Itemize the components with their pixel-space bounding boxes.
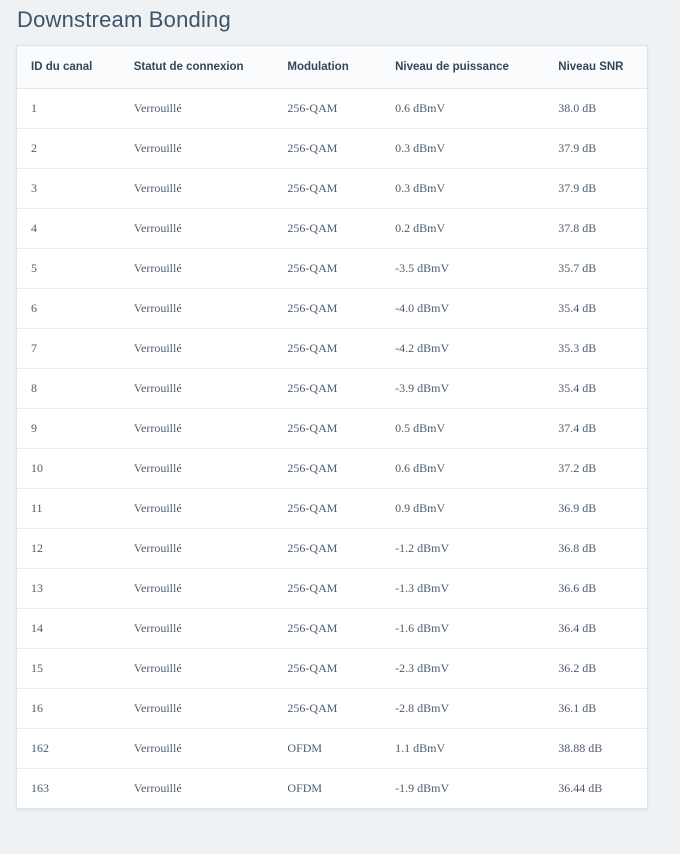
power-cell: -1.3 dBmV [381,568,544,608]
status-cell: Verrouillé [120,328,274,368]
channel-id-cell: 15 [17,648,120,688]
status-cell: Verrouillé [120,248,274,288]
status-cell: Verrouillé [120,88,274,128]
table-row [17,88,647,128]
channel-id-cell: 14 [17,608,120,648]
status-cell: Verrouillé [120,368,274,408]
channel-id-cell: 3 [17,168,120,208]
modulation-cell: 256-QAM [273,488,381,528]
status-cell: Verrouillé [120,568,274,608]
downstream-bonding-card [16,45,648,809]
modulation-cell: 256-QAM [273,408,381,448]
modulation-cell: OFDM [273,728,381,768]
status-cell: Verrouillé [120,528,274,568]
power-cell: 0.6 dBmV [381,448,544,488]
snr-cell: 37.9 dB [544,168,647,208]
power-cell: 0.6 dBmV [381,88,544,128]
status-cell: Verrouillé [120,488,274,528]
table-body [17,88,647,808]
modulation-cell: 256-QAM [273,688,381,728]
power-cell: -2.8 dBmV [381,688,544,728]
channel-id-cell: 7 [17,328,120,368]
power-cell: -4.2 dBmV [381,328,544,368]
channel-id-cell: 10 [17,448,120,488]
power-cell: -2.3 dBmV [381,648,544,688]
snr-cell: 37.8 dB [544,208,647,248]
power-cell: -3.5 dBmV [381,248,544,288]
status-cell: Verrouillé [120,608,274,648]
downstream-bonding-table [17,46,647,808]
modulation-cell: OFDM [273,768,381,808]
power-cell: -4.0 dBmV [381,288,544,328]
table-row [17,688,647,728]
snr-cell: 35.3 dB [544,328,647,368]
modulation-cell: 256-QAM [273,248,381,288]
channel-id-cell: 5 [17,248,120,288]
table-row [17,448,647,488]
column-header-connection-status: Statut de connexion [120,46,274,88]
channel-id-cell: 6 [17,288,120,328]
power-cell: 0.9 dBmV [381,488,544,528]
status-cell: Verrouillé [120,168,274,208]
power-cell: 1.1 dBmV [381,728,544,768]
column-header-modulation: Modulation [273,46,381,88]
status-cell: Verrouillé [120,128,274,168]
table-row [17,608,647,648]
status-cell: Verrouillé [120,648,274,688]
table-row [17,128,647,168]
modulation-cell: 256-QAM [273,168,381,208]
table-row [17,328,647,368]
snr-cell: 37.2 dB [544,448,647,488]
snr-cell: 35.4 dB [544,288,647,328]
channel-id-cell: 13 [17,568,120,608]
column-header-power-level: Niveau de puissance [381,46,544,88]
channel-id-cell: 8 [17,368,120,408]
channel-id-cell: 16 [17,688,120,728]
modulation-cell: 256-QAM [273,208,381,248]
modulation-cell: 256-QAM [273,648,381,688]
table-row [17,528,647,568]
table-row [17,248,647,288]
column-header-channel-id: ID du canal [17,46,120,88]
snr-cell: 36.4 dB [544,608,647,648]
modulation-cell: 256-QAM [273,128,381,168]
table-row [17,368,647,408]
snr-cell: 38.0 dB [544,88,647,128]
channel-id-cell: 2 [17,128,120,168]
status-cell: Verrouillé [120,688,274,728]
snr-cell: 37.9 dB [544,128,647,168]
table-row [17,568,647,608]
snr-cell: 36.2 dB [544,648,647,688]
table-row [17,728,647,768]
status-cell: Verrouillé [120,768,274,808]
status-cell: Verrouillé [120,288,274,328]
snr-cell: 35.7 dB [544,248,647,288]
table-row [17,288,647,328]
modulation-cell: 256-QAM [273,568,381,608]
channel-id-cell: 162 [17,728,120,768]
power-cell: -3.9 dBmV [381,368,544,408]
power-cell: 0.3 dBmV [381,128,544,168]
snr-cell: 37.4 dB [544,408,647,448]
table-row [17,488,647,528]
power-cell: 0.2 dBmV [381,208,544,248]
modulation-cell: 256-QAM [273,368,381,408]
power-cell: -1.2 dBmV [381,528,544,568]
column-header-snr-level: Niveau SNR [544,46,647,88]
channel-id-cell: 163 [17,768,120,808]
snr-cell: 36.9 dB [544,488,647,528]
channel-id-cell: 11 [17,488,120,528]
table-row [17,408,647,448]
channel-id-cell: 1 [17,88,120,128]
modulation-cell: 256-QAM [273,448,381,488]
table-row [17,168,647,208]
modulation-cell: 256-QAM [273,328,381,368]
snr-cell: 36.6 dB [544,568,647,608]
power-cell: 0.5 dBmV [381,408,544,448]
snr-cell: 38.88 dB [544,728,647,768]
modulation-cell: 256-QAM [273,288,381,328]
channel-id-cell: 4 [17,208,120,248]
table-row [17,768,647,808]
power-cell: -1.6 dBmV [381,608,544,648]
snr-cell: 36.8 dB [544,528,647,568]
status-cell: Verrouillé [120,208,274,248]
page-title: Downstream Bonding [17,7,231,32]
power-cell: -1.9 dBmV [381,768,544,808]
channel-id-cell: 9 [17,408,120,448]
snr-cell: 36.1 dB [544,688,647,728]
snr-cell: 35.4 dB [544,368,647,408]
status-cell: Verrouillé [120,408,274,448]
status-cell: Verrouillé [120,728,274,768]
modulation-cell: 256-QAM [273,528,381,568]
channel-id-cell: 12 [17,528,120,568]
status-cell: Verrouillé [120,448,274,488]
modulation-cell: 256-QAM [273,88,381,128]
modulation-cell: 256-QAM [273,608,381,648]
snr-cell: 36.44 dB [544,768,647,808]
power-cell: 0.3 dBmV [381,168,544,208]
table-header-row [17,46,647,88]
table-row [17,648,647,688]
table-row [17,208,647,248]
